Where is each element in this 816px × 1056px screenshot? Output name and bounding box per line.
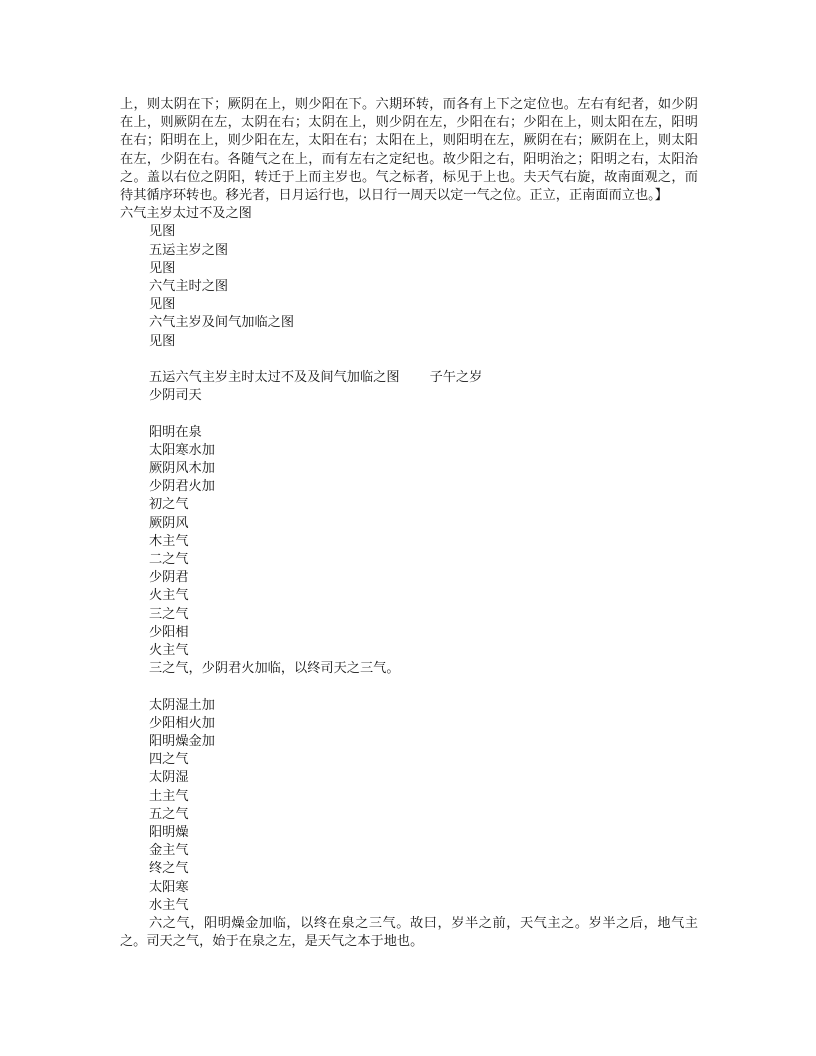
closing-paragraph: 六之气，阳明燥金加临，以终在泉之三气。故曰，岁半之前，天气主之。岁半之后，地气主之。司天之气，始于在泉之左，是天气之本于地也。 <box>120 916 698 950</box>
qi-line: 阳明燥金加 <box>149 734 215 750</box>
qi-line: 阳明在泉 <box>149 424 202 440</box>
section-title-sub: 子午之岁 <box>429 370 483 386</box>
figure-ref: 见图 <box>149 260 176 276</box>
section-title-main: 五运六气主岁主时太过不及及间气加临之图 <box>149 370 400 386</box>
qi-line: 太阳寒 <box>149 879 189 895</box>
figure-ref: 见图 <box>149 224 176 240</box>
figure-title: 五运主岁之图 <box>149 242 229 258</box>
qi-line: 终之气 <box>149 861 189 877</box>
intro-text: 上，则太阴在下；厥阴在上，则少阳在下。六期环转，而各有上下之定位也。左右有纪者，如少阴在上，则厥阴在左，太阴在右；太阴在上，则少阴在左，少阳在右；少阳在上，则太阳在左，阳明在右；阳明在上，则少阳在左，太阳在右；太阳在上，则阳明在左，厥阴在右；厥阴在上，则太阳在左，少阴在右。各随气之在上，而有左右之定纪也。故少阳之右，阳明治之；阳明之右，太阳治之。盖以右位之阴阳，转迁于上而主岁也。气之标者，标见于上也。夫天气右旋，故南面观之，而待其循序环转也。移光者，日月运行也，以日行一周天以定一气之位。正立，正南面而立也。】 <box>120 97 698 204</box>
intro-paragraph <box>120 96 698 223</box>
qi-line: 四之气 <box>149 752 189 768</box>
qi-line: 火主气 <box>149 588 189 604</box>
qi-line: 木主气 <box>149 533 189 549</box>
qi-line: 少阳相火加 <box>149 715 215 731</box>
figure-ref: 见图 <box>149 333 176 349</box>
qi-line: 厥阴风 <box>149 515 189 531</box>
qi-line: 金主气 <box>149 843 189 859</box>
figure-ref: 见图 <box>149 297 176 313</box>
qi-line: 水主气 <box>149 897 189 913</box>
qi-line: 太阴湿 <box>149 770 189 786</box>
qi-line: 少阴君 <box>149 570 189 586</box>
qi-line: 土主气 <box>149 788 189 804</box>
document-page <box>120 96 698 952</box>
blank-line <box>120 405 698 423</box>
qi-line: 太阴湿土加 <box>149 697 215 713</box>
qi-block-2 <box>120 697 698 915</box>
qi-summary-line: 三之气，少阴君火加临，以终司天之三气。 <box>149 661 400 677</box>
sitian-line: 少阴司天 <box>149 388 202 404</box>
blank-line <box>120 678 698 696</box>
qi-line: 初之气 <box>149 497 189 513</box>
qi-line: 少阳相 <box>149 624 189 640</box>
qi-line: 厥阴风木加 <box>149 461 215 477</box>
qi-line: 太阳寒水加 <box>149 442 215 458</box>
qi-line: 阳明燥 <box>149 825 189 841</box>
figure-title: 六气主岁及间气加临之图 <box>149 315 295 331</box>
section-title <box>120 369 698 387</box>
qi-line: 五之气 <box>149 806 189 822</box>
qi-line: 火主气 <box>149 643 189 659</box>
inline-figure-heading: 六气主岁太过不及之图 <box>120 206 252 222</box>
qi-line: 少阴君火加 <box>149 479 215 495</box>
qi-line: 三之气 <box>149 606 189 622</box>
figure-title: 六气主时之图 <box>149 279 229 295</box>
qi-block-1 <box>120 424 698 679</box>
qi-line: 二之气 <box>149 552 189 568</box>
blank-line <box>120 351 698 369</box>
